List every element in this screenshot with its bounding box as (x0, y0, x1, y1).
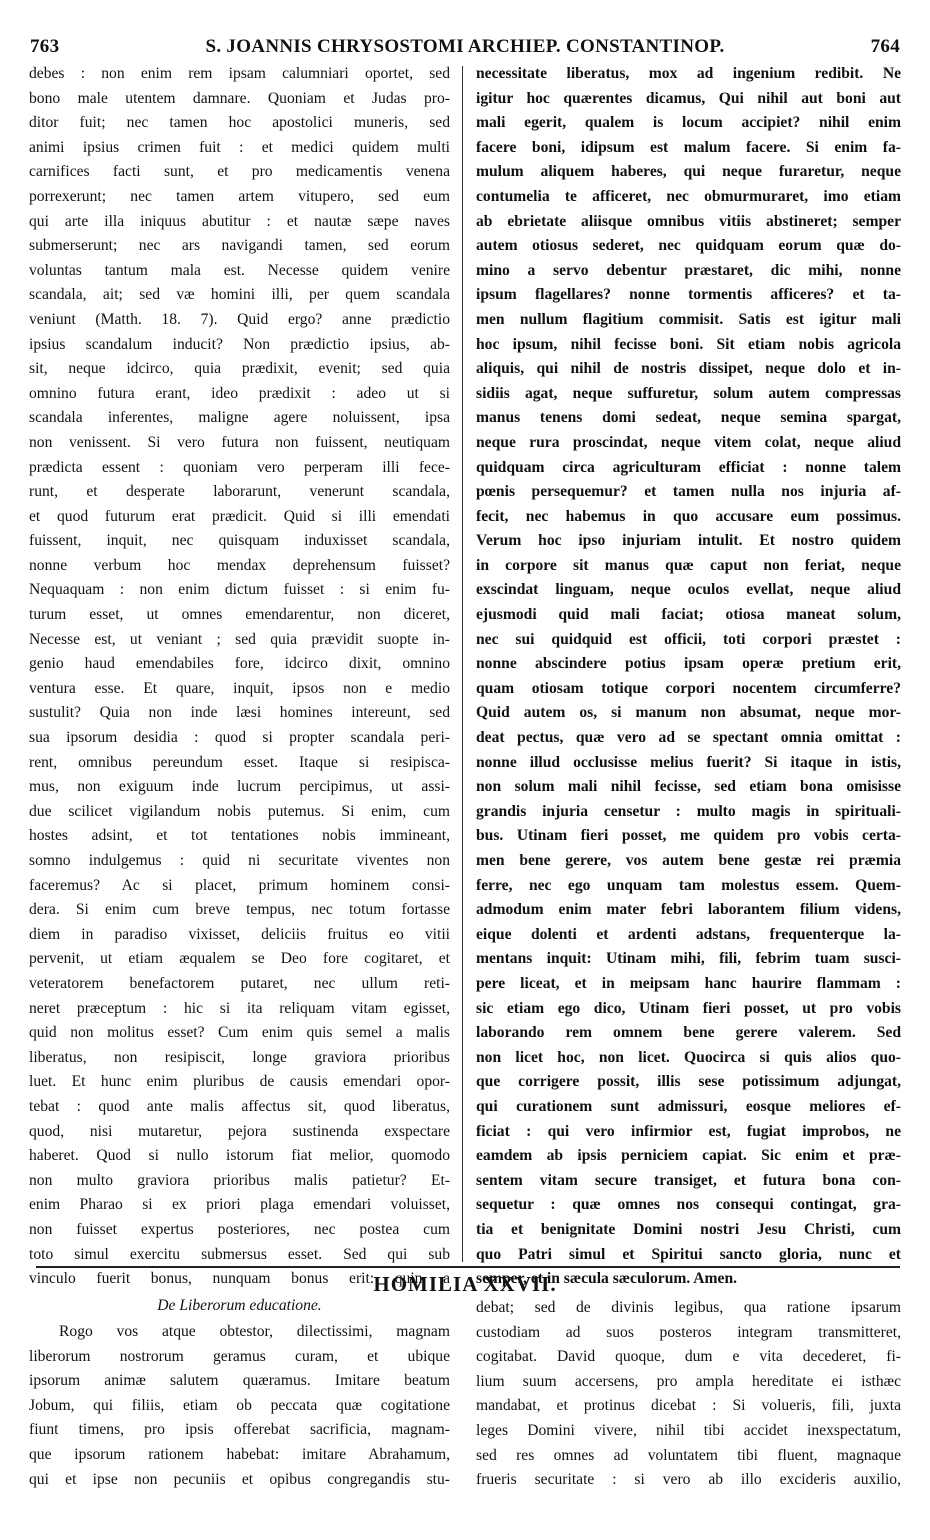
text-line: Quid autem os, si manum non absumat, neque mor- (476, 704, 901, 722)
text-line: bono male utentem damnare. Quoniam et Judas pro- (29, 89, 450, 107)
text-line: sequetur : quæ omnes nos consequi contingat, gra- (476, 1196, 901, 1214)
text-line: mus, non exiguum inde lucrum percipimus, ut assi- (29, 778, 450, 796)
text-line: quam otiosam totique corpori nocentem circumferre? (476, 679, 901, 697)
text-line: in corpore sit manus quæ caput non feriat, neque (476, 556, 901, 574)
text-line: voluntas tantum mala est. Necesse quidem venire (29, 261, 450, 279)
text-line: grandis injuria censetur : multo magis in spirituali- (476, 802, 901, 820)
text-line: sit, neque idcirco, quia prædixit, evenit; sed quia (29, 360, 450, 378)
text-line: manus tenens domi sedeat, neque semina spargat, (476, 409, 901, 427)
text-line: hoc ipsum, nihil fecisse boni. Sit etiam nobis agricola (476, 335, 901, 353)
text-line: diem in paradiso vixisset, deliciis fruitus eo vitii (29, 925, 450, 943)
text-line: somno indulgemus : quid ni securitate viventes non (29, 852, 450, 869)
text-line: porrexerunt; nec tamen artem vitupero, sed eum (29, 187, 450, 205)
text-line: cogitabat. David quoque, dum e vita decederet, fi- (476, 1348, 901, 1366)
text-line: Jobum, qui filiis, etiam ob peccata quæ cogitatione (29, 1396, 450, 1414)
text-line: Verum hoc ipso injuriam intulit. Et nostro quidem (476, 532, 901, 550)
text-line: exscindat linguam, neque oculos evellat, neque aliud (476, 581, 901, 599)
text-line: sic etiam ego dico, Utinam fieri posset, ut pro vobis (476, 999, 901, 1017)
text-line: bus. Utinam fieri posset, me quidem pro vobis certa- (476, 827, 901, 845)
text-line: ejusmodi quid mali faciat; otiosa maneat solum, (476, 606, 901, 624)
text-line: haberet. Quod si nullo istorum fiat melior, quomodo (29, 1147, 450, 1165)
text-line: tia et benignitate Domini nostri Jesu Christi, cum (476, 1220, 901, 1238)
text-line: non venissent. Si vero futura non fuissent, neutiquam (29, 433, 450, 451)
text-line: dera. Si enim cum breve tempus, nec totum fortasse (29, 901, 450, 919)
left-column (29, 62, 450, 1292)
text-line: runt, et desperate laborarunt, venerunt scandala, (29, 483, 450, 501)
text-line: ipsum flagellares? nonne tormentis afficeres? et ta- (476, 286, 901, 304)
text-line: qui curationem sunt admissuri, eosque meliores ef- (476, 1097, 901, 1115)
text-line: mulum aliquem haberes, qui neque furaretur, neque (476, 163, 901, 181)
text-line: men bene gerere, vos autem bene gestæ rei præmia (476, 852, 901, 869)
text-line: nonne abscindere potius ipsam operæ pretium erit, (476, 655, 901, 673)
bottom-right-column (476, 1296, 901, 1493)
text-line: que corrigere possit, illis sese potissimum adjungat, (476, 1073, 901, 1091)
text-line: ficiat : qui vero infirmior est, fugiat improbos, ne (476, 1122, 901, 1140)
text-line: vinculo fuerit bonus, nunquam bonus erit: quin a (29, 1270, 450, 1288)
text-line: ditor fuit; nec tamen hoc apostolici muneris, sed (29, 114, 450, 132)
text-line: qui arte illa iniquus abutitur : et nautæ sæpe naves (29, 212, 450, 230)
text-line: carnifices facti sunt, et pro medicamentis venena (29, 163, 450, 181)
text-line: deat pectus, quæ vero ad se spectant omnia omittat : (476, 729, 901, 747)
text-line: neret præceptum : hic si ita reliquam vitam egisset, (29, 999, 450, 1017)
text-line: facere boni, idipsum est malum facere. Si enim fa- (476, 138, 901, 156)
text-line: mali egerit, qualem is locum accipiet? nihil enim (476, 114, 901, 132)
right-column (476, 62, 901, 1292)
page-number-right: 764 (870, 36, 900, 57)
text-line: liberorum nostrorum geramus curam, et ubique (29, 1347, 450, 1365)
text-line: hostes adsint, et tot tentationes nobis immineant, (29, 827, 450, 845)
text-line: ipsius scandalum inducit? Non prædictio ipsius, ab- (29, 335, 450, 353)
text-line: quidquam circa agriculturam efficiat : nonne talem (476, 458, 901, 476)
text-line: sentem vitam secure transiget, et futura bona con- (476, 1171, 901, 1189)
text-line: veniunt (Matth. 18. 7). Quid ergo? anne prædictio (29, 310, 450, 328)
text-line: turum esset, ut omnes emendarentur, non diceret, (29, 606, 450, 624)
text-line: pœnis persequemur? et tamen nulla nos injuria af- (476, 483, 901, 501)
text-line: toto simul exercitu submersus esset. Sed qui sub (29, 1245, 450, 1263)
text-line: faceremus? Ac si placet, primum hominem consi- (29, 876, 450, 894)
text-line: frueris securitate : si vero ab illo excideris auxilio, (476, 1471, 901, 1489)
text-line: men nullum flagitium commisit. Satis est igitur mali (476, 310, 901, 328)
text-line: quod, nisi mutaretur, pejora sustinenda exspectare (29, 1122, 450, 1140)
text-line: que ipsorum rationem habebat: imitare Abrahamum, (29, 1445, 450, 1463)
text-line: semper, et in sæcula sæculorum. Amen. (476, 1270, 738, 1288)
text-line: sidiis agat, neque suffuretur, solum autem compressas (476, 384, 901, 402)
text-line: contumelia te afficeret, nec obmurmuraret, imo etiam (476, 187, 901, 205)
text-line: nonne verbum hoc mendax deprehensum fuisset? (29, 556, 450, 574)
text-line: quid non molitus esset? Cum enim quis semel a malis (29, 1024, 450, 1042)
text-line: autem otiosus sederet, nec quidquam eorum quæ do- (476, 237, 901, 255)
text-line: non fuisset expertus posteriores, nec postea cum (29, 1220, 450, 1238)
text-line: ferre, nec ego unquam tam molestus essem. Quem- (476, 876, 901, 894)
text-line: tebat : quod ante malis affectus sit, quod liberatus, (29, 1097, 450, 1115)
text-line: Rogo vos atque obtestor, dilectissimi, magnam (59, 1323, 450, 1340)
text-line: laborando rem omnem bene gerere valerem. Sed (476, 1024, 901, 1042)
text-line: fecit, nec habemus in quo accusare eum possimus. (476, 507, 901, 525)
text-line: admodum enim mater febri laborantem filium videns, (476, 901, 901, 919)
text-line: luet. Et hunc enim pluribus de causis emendari opor- (29, 1073, 450, 1091)
text-line: veteratorem benefactorem putaret, nec ullum reti- (29, 974, 450, 992)
text-line: liberatus, non resipiscit, longe graviora prioribus (29, 1048, 450, 1066)
text-line: pervenit, ut etiam æqualem se Deo fore cogitaret, et (29, 950, 450, 968)
text-line: debes : non enim rem ipsam calumniari oportet, sed (29, 65, 450, 82)
column-divider (462, 66, 463, 1262)
text-line: submerserunt; nec ars navigandi tamen, sed eorum (29, 237, 450, 255)
text-line: fuissent, inquit, nec quisquam induxisset scandala, (29, 532, 450, 550)
text-line: rent, omnibus pereundum esset. Itaque si resipisca- (29, 753, 450, 771)
text-line: scandala, ait; sed væ homini illi, per quem scandala (29, 286, 450, 304)
text-line: igitur hoc quærentes dicamus, Qui nihil aut boni aut (476, 89, 901, 107)
text-line: nec sui quidquid est officii, toti corpori præstet : (476, 630, 901, 648)
text-line: neque rura proscindat, neque vitem colat, neque aliud (476, 433, 901, 451)
text-line: non multo graviora prioribus malis patietur? Et- (29, 1171, 450, 1189)
text-line: nonne illud occlusisse melius fuerit? Si itaque in istis, (476, 753, 901, 771)
section-divider (36, 1266, 900, 1268)
text-line: sed res omnes ad voluntatem tibi fluent, magnaque (476, 1446, 901, 1464)
text-line: Nequaquam : non enim dictum fuisset : si enim fu- (29, 581, 450, 599)
text-line: necessitate liberatus, mox ad ingenium redibit. Ne (476, 65, 901, 82)
text-line: animi ipsius crimen fuit : et medici quidem multi (29, 138, 450, 156)
text-line: mandabat, et protinus dicebat : Si volueris, fili, juxta (476, 1397, 901, 1415)
text-line: genio haud emendabiles fore, idcirco dixit, omnino (29, 655, 450, 673)
running-title: S. JOANNIS CHRYSOSTOMI ARCHIEP. CONSTANTINOP. (205, 36, 725, 57)
text-line: debat; sed de divinis legibus, qua ratione ipsarum (476, 1299, 901, 1316)
text-line: qui et ipse non pecuniis et opibus congregandis stu- (29, 1470, 450, 1488)
homily-title: HOMILIA XXVII. (373, 1272, 557, 1296)
homily-subtitle: De Liberorum educatione. (157, 1297, 322, 1314)
text-line: leges Domini vivere, nihil tibi accidet inexspectatum, (476, 1421, 901, 1439)
text-line: fiunt timens, pro ipsis offerebat sacrificia, magnam- (29, 1421, 450, 1439)
text-line: scandala inferentes, maligne agere noluissent, ipsa (29, 409, 450, 427)
text-line: quo Patri simul et Spiritui sancto gloria, nunc et (476, 1245, 901, 1263)
text-line: ab ebrietate aliisque omnibus vitiis abstineret; semper (476, 212, 901, 230)
text-line: non solum mali nihil fecisse, sed etiam bona omisisse (476, 778, 901, 796)
text-line: non licet hoc, non licet. Quocirca si quis alios quo- (476, 1048, 901, 1066)
text-line: aliquis, qui nihil de nostris dissipet, neque dolo et in- (476, 360, 901, 378)
bottom-left-column (29, 1320, 450, 1492)
text-line: ipsorum animæ salutem quæramus. Imitare beatum (29, 1372, 450, 1390)
text-line: pere liceat, et in meipsam hanc haurire flammam : (476, 974, 901, 992)
text-line: prædicta essent : quoniam vero perperam illi fece- (29, 458, 450, 476)
text-line: eamdem ab ipsis perniciem capiat. Sic enim et præ- (476, 1147, 901, 1165)
running-head (30, 36, 900, 62)
text-line: eique dolenti et ardenti adstans, frequenterque la- (476, 925, 901, 943)
text-line: omnino futura erant, ideo prædixit : adeo ut si (29, 384, 450, 402)
text-line: custodiam ad suos posteros integram transmitteret, (476, 1323, 901, 1341)
text-line: due scilicet vigilandum nobis putemus. Si enim, cum (29, 802, 450, 820)
text-line: sua ipsorum desidia : quod si propter scandala peri- (29, 729, 450, 747)
text-line: mino a servo debentur præstaret, dic mihi, nonne (476, 261, 901, 279)
text-line: Necesse est, ut veniant ; sed quia prævidit suopte in- (29, 630, 450, 648)
text-line: ventura esse. Et quare, inquit, ipsos non e medio (29, 679, 450, 697)
text-line: mentans inquit: Utinam mihi, fili, febrim tuam susci- (476, 950, 901, 968)
text-line: et quod futurum erat prædicit. Quid si illi emendati (29, 507, 450, 525)
text-line: enim Pharao si ex priori plaga emendari voluisset, (29, 1196, 450, 1214)
page-number-left: 763 (30, 36, 60, 57)
text-line: lium suum accersens, pro ampla hereditate ei isthæc (476, 1372, 901, 1390)
text-line: sustulit? Quia non inde læsi homines intereunt, sed (29, 704, 450, 722)
